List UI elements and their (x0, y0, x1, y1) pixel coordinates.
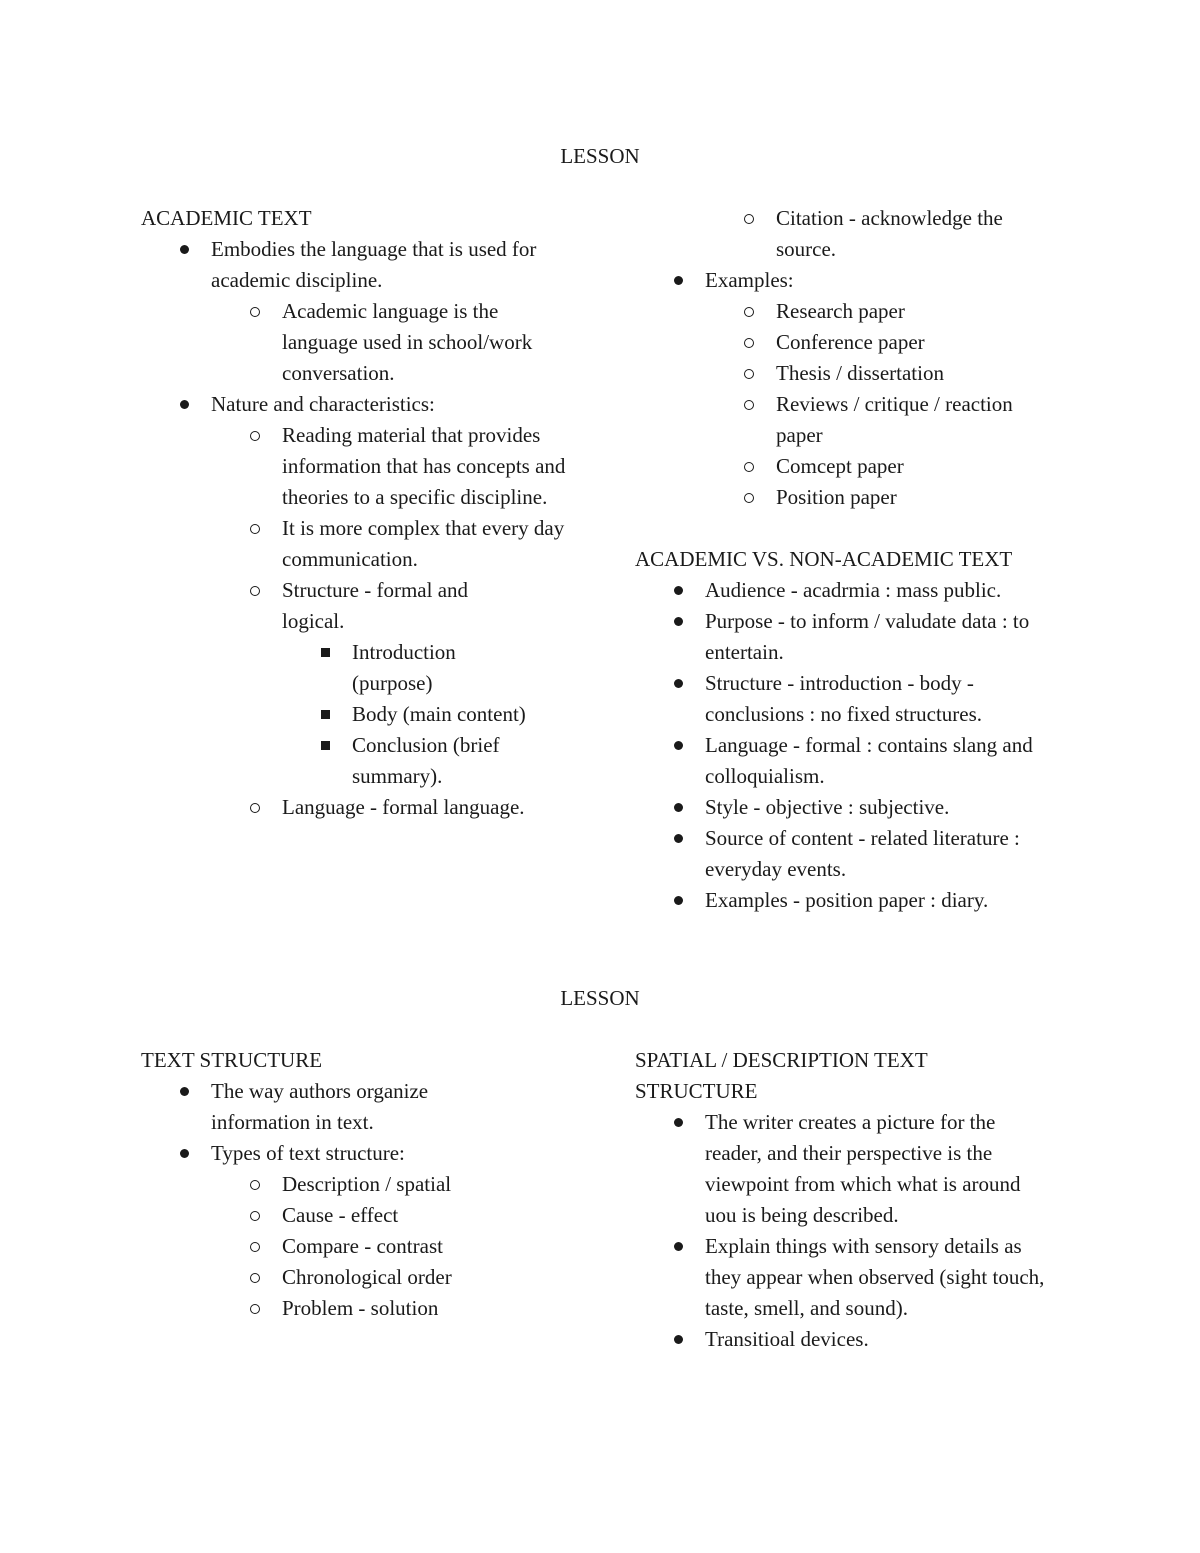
list-item: Introduction (purpose) (141, 637, 581, 699)
bullet-circle-icon (739, 203, 759, 234)
lesson-title-2: LESSON (560, 986, 640, 1010)
list-item: Citation - acknowledge the source. (635, 203, 1075, 265)
list-item: Chronological order (141, 1262, 581, 1293)
bullet-square-icon (315, 730, 335, 761)
list-item: Conclusion (brief summary). (141, 730, 581, 792)
section-heading-academic-text: ACADEMIC TEXT (141, 206, 312, 230)
bullet-circle-icon (245, 1169, 265, 1200)
list-item: The writer creates a picture for the reader, and their perspective is the viewpoint from which what is around uou is being described. (635, 1107, 1075, 1231)
text-structure-section (141, 1045, 581, 1324)
bullet-dot-icon (668, 668, 688, 699)
bullet-circle-icon (245, 792, 265, 823)
list-item: Cause - effect (141, 1200, 581, 1231)
bullet-dot-icon (668, 1107, 688, 1138)
list-item: It is more complex that every day communication. (141, 513, 581, 575)
list-item: Types of text structure: (141, 1138, 581, 1169)
bullet-circle-icon (739, 482, 759, 513)
list-item: Source of content - related literature : everyday events. (635, 823, 1075, 885)
list-item: Nature and characteristics: (141, 389, 581, 420)
list-item: Embodies the language that is used for academic discipline. (141, 234, 581, 296)
bullet-dot-icon (174, 1076, 194, 1107)
list-item: Structure - introduction - body - conclusions : no fixed structures. (635, 668, 1075, 730)
bullet-dot-icon (668, 730, 688, 761)
bullet-dot-icon (668, 1324, 688, 1355)
list-item: Reviews / critique / reaction paper (635, 389, 1075, 451)
bullet-dot-icon (668, 792, 688, 823)
list-item: Problem - solution (141, 1293, 581, 1324)
bullet-circle-icon (739, 451, 759, 482)
list-item: Explain things with sensory details as they appear when observed (sight touch, taste, smell, and sound). (635, 1231, 1075, 1324)
bullet-circle-icon (245, 575, 265, 606)
academic-text-continued-section (635, 203, 1075, 916)
bullet-circle-icon (739, 296, 759, 327)
bullet-dot-icon (174, 389, 194, 420)
bullet-circle-icon (245, 1293, 265, 1324)
list-item: Structure - formal and logical. (141, 575, 581, 637)
bullet-dot-icon (174, 1138, 194, 1169)
list-item: Thesis / dissertation (635, 358, 1075, 389)
list-item: Compare - contrast (141, 1231, 581, 1262)
bullet-dot-icon (668, 575, 688, 606)
bullet-list (635, 203, 1075, 513)
bullet-list (141, 234, 581, 823)
list-item: Examples - position paper : diary. (635, 885, 1075, 916)
list-item: Conference paper (635, 327, 1075, 358)
list-item: Description / spatial (141, 1169, 581, 1200)
list-item: Language - formal language. (141, 792, 581, 823)
bullet-list (635, 575, 1075, 916)
list-item: Comcept paper (635, 451, 1075, 482)
bullet-circle-icon (245, 420, 265, 451)
list-item: Reading material that provides information that has concepts and theories to a specific discipline. (141, 420, 581, 513)
bullet-circle-icon (245, 296, 265, 327)
list-item: Body (main content) (141, 699, 581, 730)
list-item: Language - formal : contains slang and colloquialism. (635, 730, 1075, 792)
bullet-square-icon (315, 637, 335, 668)
list-item: Research paper (635, 296, 1075, 327)
list-item: Audience - acadrmia : mass public. (635, 575, 1075, 606)
lesson-title-1: LESSON (560, 144, 640, 168)
bullet-dot-icon (174, 234, 194, 265)
list-item: Style - objective : subjective. (635, 792, 1075, 823)
bullet-dot-icon (668, 823, 688, 854)
bullet-dot-icon (668, 265, 688, 296)
list-item: Transitioal devices. (635, 1324, 1075, 1355)
section-heading-spatial-description: SPATIAL / DESCRIPTION TEXT STRUCTURE (635, 1048, 928, 1103)
bullet-circle-icon (739, 389, 759, 420)
spatial-description-section (635, 1045, 1075, 1355)
bullet-circle-icon (739, 358, 759, 389)
bullet-circle-icon (245, 1262, 265, 1293)
bullet-list (635, 1107, 1075, 1355)
bullet-circle-icon (245, 513, 265, 544)
bullet-square-icon (315, 699, 335, 730)
list-item: Examples: (635, 265, 1075, 296)
section-heading-text-structure: TEXT STRUCTURE (141, 1048, 323, 1072)
bullet-circle-icon (739, 327, 759, 358)
bullet-circle-icon (245, 1231, 265, 1262)
bullet-list (141, 1076, 581, 1324)
list-item: The way authors organize information in text. (141, 1076, 581, 1138)
list-item: Position paper (635, 482, 1075, 513)
section-heading-academic-vs-non-academic: ACADEMIC VS. NON-ACADEMIC TEXT (635, 547, 1013, 571)
bullet-dot-icon (668, 1231, 688, 1262)
bullet-circle-icon (245, 1200, 265, 1231)
bullet-dot-icon (668, 885, 688, 916)
list-item: Purpose - to inform / valudate data : to entertain. (635, 606, 1075, 668)
academic-text-section (141, 203, 581, 823)
bullet-dot-icon (668, 606, 688, 637)
list-item: Academic language is the language used in school/work conversation. (141, 296, 581, 389)
